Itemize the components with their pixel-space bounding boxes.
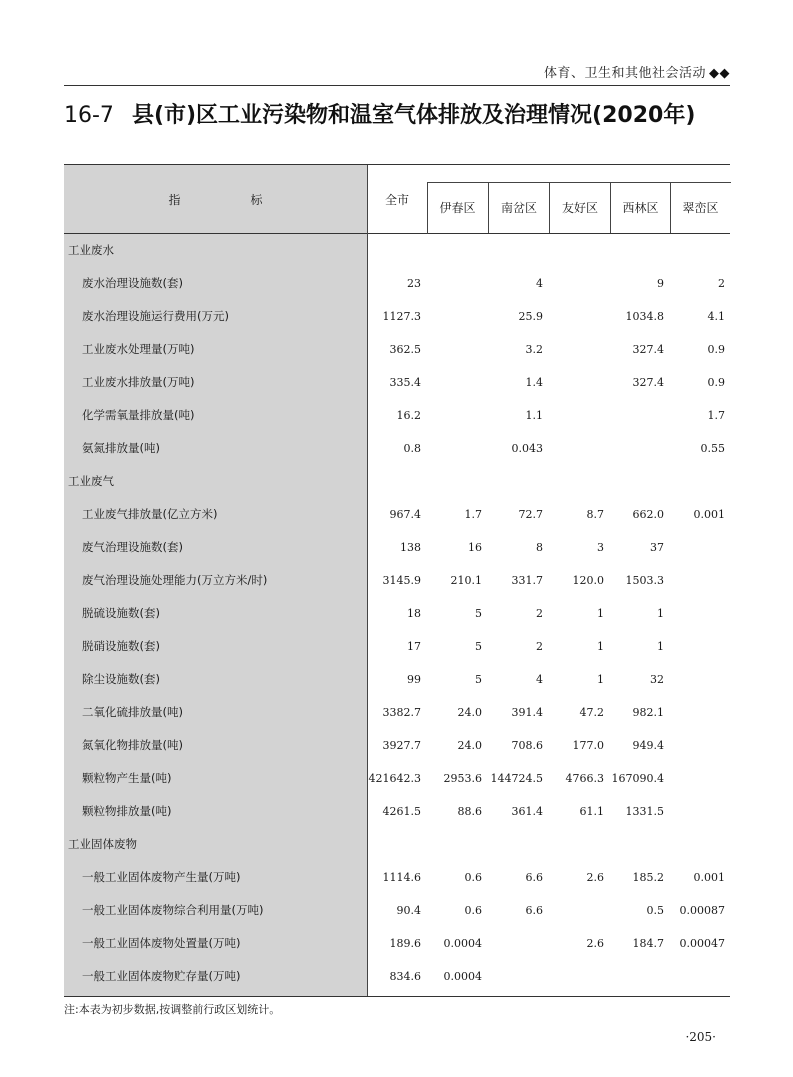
district-value-cell: 120.0 (572, 574, 604, 587)
indicator-label: 化学需氧量排放量(吨) (82, 408, 195, 422)
district-value-cell: 949.4 (632, 739, 664, 752)
total-value-cell: 362.5 (389, 343, 421, 356)
total-value-cell: 17 (407, 640, 421, 653)
district-value-cell: 0.9 (707, 343, 725, 356)
district-value-cell: 177.0 (572, 739, 604, 752)
district-value-cell: 662.0 (632, 508, 664, 521)
indicator-label: 颗粒物产生量(吨) (82, 771, 172, 785)
district-value-cell: 6.6 (525, 871, 543, 884)
total-value-cell: 4261.5 (382, 805, 421, 818)
district-value-cell: 32 (650, 673, 664, 686)
table-row (64, 729, 730, 762)
indicator-label: 一般工业固体废物处置量(万吨) (82, 936, 241, 950)
running-header (544, 62, 730, 81)
district-value-cell: 9 (657, 277, 664, 290)
total-value-cell: 3927.7 (382, 739, 421, 752)
district-value-cell: 210.1 (450, 574, 482, 587)
district-value-cell: 0.0004 (443, 937, 482, 950)
district-value-cell: 8 (536, 541, 543, 554)
table-row (64, 696, 730, 729)
district-value-cell: 4.1 (707, 310, 725, 323)
indicator-label: 颗粒物排放量(吨) (82, 804, 172, 818)
table-row (64, 564, 730, 597)
district-value-cell: 0.001 (693, 508, 725, 521)
total-column-header: 全市 (384, 192, 409, 207)
district-value-cell: 331.7 (511, 574, 543, 587)
total-value-cell: 335.4 (389, 376, 421, 389)
table-row (64, 927, 730, 960)
district-value-cell: 5 (475, 673, 482, 686)
indicator-header-char-1: 指 (168, 192, 181, 207)
total-value-cell: 138 (400, 541, 421, 554)
section-row (64, 828, 730, 861)
district-value-cell: 3.2 (525, 343, 543, 356)
table-row (64, 630, 730, 663)
indicator-label: 一般工业固体废物贮存量(万吨) (82, 969, 241, 983)
district-value-cell: 0.9 (707, 376, 725, 389)
district-value-cell: 8.7 (586, 508, 604, 521)
section-label: 工业废气 (68, 474, 114, 488)
district-value-cell: 1034.8 (625, 310, 664, 323)
table-row (64, 762, 730, 795)
district-value-cell: 2 (536, 640, 543, 653)
header-rule (64, 85, 730, 86)
indicator-label: 氨氮排放量(吨) (82, 441, 160, 455)
indicator-label: 除尘设施数(套) (82, 672, 160, 686)
indicator-header (64, 165, 367, 233)
section-row (64, 465, 730, 498)
district-value-cell: 2 (718, 277, 725, 290)
table-row (64, 960, 730, 993)
district-value-cell: 1.7 (707, 409, 725, 422)
indicator-label: 一般工业固体废物产生量(万吨) (82, 870, 241, 884)
total-value-cell: 18 (407, 607, 421, 620)
district-header: 南岔区 (488, 182, 549, 233)
district-value-cell: 1 (597, 607, 604, 620)
district-header: 伊春区 (439, 201, 476, 215)
indicator-label: 废气治理设施数(套) (82, 540, 183, 554)
district-value-cell: 327.4 (632, 376, 664, 389)
page-title (64, 98, 695, 129)
total-value-cell: 0.8 (403, 442, 421, 455)
indicator-label: 废水治理设施运行费用(万元) (82, 309, 229, 323)
district-value-cell: 0.5 (646, 904, 664, 917)
total-value-cell: 1127.3 (382, 310, 421, 323)
indicator-header-char-2: 标 (250, 192, 263, 207)
district-header: 翠峦区 (670, 182, 730, 233)
table-row (64, 300, 730, 333)
district-value-cell: 1 (657, 640, 664, 653)
district-value-cell: 0.001 (693, 871, 725, 884)
total-value-cell: 421642.3 (368, 772, 421, 785)
total-value-cell: 1114.6 (382, 871, 421, 884)
table-row (64, 663, 730, 696)
district-value-cell: 4 (536, 277, 543, 290)
total-value-cell: 3382.7 (382, 706, 421, 719)
district-value-cell: 25.9 (518, 310, 543, 323)
district-value-cell: 16 (468, 541, 482, 554)
district-value-cell: 1503.3 (625, 574, 664, 587)
district-value-cell: 2953.6 (443, 772, 482, 785)
district-value-cell: 0.0004 (443, 970, 482, 983)
total-value-cell: 99 (407, 673, 421, 686)
indicator-label: 废水治理设施数(套) (82, 276, 183, 290)
running-header-section: 体育、卫生和其他社会活动 (543, 66, 706, 81)
district-value-cell: 4766.3 (565, 772, 604, 785)
table-row (64, 894, 730, 927)
district-value-cell: 24.0 (457, 739, 482, 752)
table-number: 16-7 (64, 103, 114, 128)
district-header: 友好区 (549, 182, 610, 233)
indicator-label: 一般工业固体废物综合利用量(万吨) (82, 903, 264, 917)
district-value-cell: 0.00047 (679, 937, 725, 950)
district-value-cell: 2 (536, 607, 543, 620)
district-value-cell: 0.6 (464, 904, 482, 917)
table-row (64, 861, 730, 894)
district-value-cell: 144724.5 (490, 772, 543, 785)
total-value-cell: 90.4 (396, 904, 421, 917)
table-row (64, 366, 730, 399)
district-value-cell: 24.0 (457, 706, 482, 719)
district-value-cell: 1331.5 (625, 805, 664, 818)
district-value-cell: 72.7 (518, 508, 543, 521)
district-value-cell: 184.7 (632, 937, 664, 950)
table-row (64, 531, 730, 564)
indicator-label: 工业废水处理量(万吨) (82, 342, 195, 356)
table-row (64, 333, 730, 366)
diamond-icons: ◆◆ (709, 66, 730, 81)
district-value-cell: 0.043 (511, 442, 543, 455)
table-row (64, 267, 730, 300)
district-value-cell: 0.6 (464, 871, 482, 884)
table-row (64, 795, 730, 828)
district-value-cell: 5 (475, 640, 482, 653)
total-value-cell: 16.2 (396, 409, 421, 422)
district-value-cell: 5 (475, 607, 482, 620)
table-row (64, 498, 730, 531)
district-value-cell: 3 (597, 541, 604, 554)
total-value-cell: 3145.9 (382, 574, 421, 587)
indicator-label: 工业废水排放量(万吨) (82, 375, 195, 389)
district-value-cell: 2.6 (586, 871, 604, 884)
district-value-cell: 4 (536, 673, 543, 686)
indicator-label: 氮氧化物排放量(吨) (82, 738, 183, 752)
district-value-cell: 167090.4 (611, 772, 664, 785)
table-row (64, 432, 730, 465)
indicator-label: 脱硫设施数(套) (82, 606, 160, 620)
section-row (64, 234, 730, 267)
indicator-label: 废气治理设施处理能力(万立方米/时) (82, 573, 268, 587)
district-value-cell: 361.4 (511, 805, 543, 818)
district-value-cell: 327.4 (632, 343, 664, 356)
district-value-cell: 185.2 (632, 871, 664, 884)
indicator-label: 二氧化硫排放量(吨) (82, 705, 183, 719)
district-value-cell: 0.55 (700, 442, 725, 455)
district-value-cell: 1 (657, 607, 664, 620)
district-value-cell: 1.7 (464, 508, 482, 521)
total-value-cell: 834.6 (389, 970, 421, 983)
indicator-label: 脱硝设施数(套) (82, 639, 160, 653)
table-bottom-rule (64, 996, 730, 997)
district-value-cell: 0.00087 (679, 904, 725, 917)
district-value-cell: 708.6 (511, 739, 543, 752)
district-header: 西林区 (610, 182, 670, 233)
district-value-cell: 391.4 (511, 706, 543, 719)
indicator-label: 工业废气排放量(亿立方米) (82, 507, 218, 521)
district-value-cell: 2.6 (586, 937, 604, 950)
district-value-cell: 982.1 (632, 706, 664, 719)
district-value-cell: 6.6 (525, 904, 543, 917)
section-label: 工业固体废物 (68, 837, 137, 851)
district-value-cell: 88.6 (457, 805, 482, 818)
total-value-cell: 967.4 (389, 508, 421, 521)
section-label: 工业废水 (68, 243, 114, 257)
table-note: 注:本表为初步数据,按调整前行政区划统计。 (64, 1003, 281, 1016)
table-title: 县(市)区工业污染物和温室气体排放及治理情况(2020年) (131, 103, 696, 128)
district-value-cell: 1.4 (525, 376, 543, 389)
district-value-cell: 1 (597, 673, 604, 686)
district-value-cell: 1.1 (525, 409, 543, 422)
district-value-cell: 47.2 (579, 706, 604, 719)
district-value-cell: 1 (597, 640, 604, 653)
page-number: ·205· (685, 1030, 716, 1044)
district-value-cell: 61.1 (579, 805, 604, 818)
total-value-cell: 189.6 (389, 937, 421, 950)
table-row (64, 399, 730, 432)
district-value-cell: 37 (650, 541, 664, 554)
table-row (64, 597, 730, 630)
total-value-cell: 23 (407, 277, 421, 290)
